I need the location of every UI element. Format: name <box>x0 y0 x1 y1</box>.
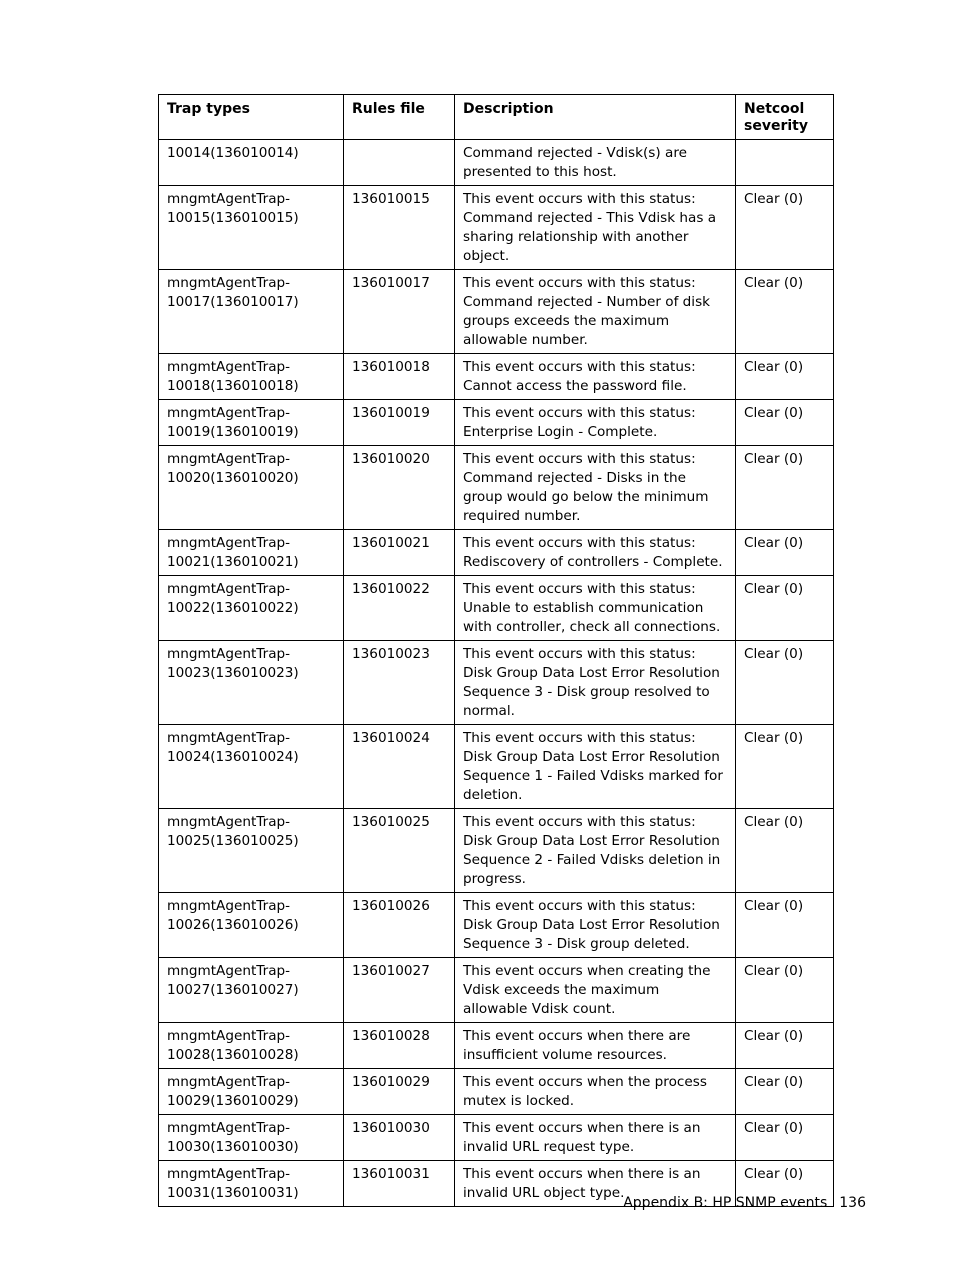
cell-description: This event occurs with this status: Disk Group Data Lost Error Resolution Sequence 3 - Disk group deleted. <box>455 893 736 958</box>
table-row <box>159 186 834 270</box>
cell-netcool-severity: Clear (0) <box>736 576 834 641</box>
cell-rules-file: 136010030 <box>344 1115 455 1161</box>
cell-rules-file: 136010031 <box>344 1161 455 1207</box>
table-row <box>159 958 834 1023</box>
table-row <box>159 140 834 186</box>
cell-rules-file <box>344 140 455 186</box>
cell-trap-type: mngmtAgentTrap-10017(136010017) <box>159 270 344 354</box>
table-row <box>159 576 834 641</box>
cell-rules-file: 136010017 <box>344 270 455 354</box>
cell-netcool-severity: Clear (0) <box>736 641 834 725</box>
cell-netcool-severity: Clear (0) <box>736 1115 834 1161</box>
cell-trap-type: mngmtAgentTrap-10029(136010029) <box>159 1069 344 1115</box>
cell-netcool-severity <box>736 140 834 186</box>
cell-netcool-severity: Clear (0) <box>736 725 834 809</box>
footer-section-title: Appendix B: HP SNMP events <box>623 1195 828 1211</box>
cell-netcool-severity: Clear (0) <box>736 1069 834 1115</box>
cell-description: Command rejected - Vdisk(s) are presented to this host. <box>455 140 736 186</box>
cell-description: This event occurs with this status: Command rejected - This Vdisk has a sharing relationship with another object. <box>455 186 736 270</box>
cell-description: This event occurs when creating the Vdisk exceeds the maximum allowable Vdisk count. <box>455 958 736 1023</box>
cell-description: This event occurs with this status: Rediscovery of controllers - Complete. <box>455 530 736 576</box>
cell-description: This event occurs when there is an invalid URL request type. <box>455 1115 736 1161</box>
cell-netcool-severity: Clear (0) <box>736 893 834 958</box>
cell-trap-type: 10014(136010014) <box>159 140 344 186</box>
table-row <box>159 1115 834 1161</box>
cell-description: This event occurs with this status: Disk Group Data Lost Error Resolution Sequence 3 - Disk group resolved to normal. <box>455 641 736 725</box>
cell-netcool-severity: Clear (0) <box>736 354 834 400</box>
cell-trap-type: mngmtAgentTrap-10022(136010022) <box>159 576 344 641</box>
table-row <box>159 400 834 446</box>
cell-rules-file: 136010018 <box>344 354 455 400</box>
cell-rules-file: 136010029 <box>344 1069 455 1115</box>
table-body <box>159 140 834 1207</box>
cell-description: This event occurs with this status: Disk Group Data Lost Error Resolution Sequence 2 - Failed Vdisks deletion in progress. <box>455 809 736 893</box>
cell-trap-type: mngmtAgentTrap-10018(136010018) <box>159 354 344 400</box>
table-row <box>159 809 834 893</box>
cell-trap-type: mngmtAgentTrap-10030(136010030) <box>159 1115 344 1161</box>
cell-netcool-severity: Clear (0) <box>736 270 834 354</box>
table-row <box>159 641 834 725</box>
cell-trap-type: mngmtAgentTrap-10019(136010019) <box>159 400 344 446</box>
header-description: Description <box>455 95 736 140</box>
cell-netcool-severity: Clear (0) <box>736 1023 834 1069</box>
cell-description: This event occurs with this status: Cannot access the password file. <box>455 354 736 400</box>
cell-rules-file: 136010023 <box>344 641 455 725</box>
header-rules-file: Rules file <box>344 95 455 140</box>
cell-trap-type: mngmtAgentTrap-10021(136010021) <box>159 530 344 576</box>
page-number: 136 <box>839 1195 866 1211</box>
cell-rules-file: 136010025 <box>344 809 455 893</box>
cell-rules-file: 136010024 <box>344 725 455 809</box>
table-header-row <box>159 95 834 140</box>
cell-trap-type: mngmtAgentTrap-10020(136010020) <box>159 446 344 530</box>
cell-trap-type: mngmtAgentTrap-10024(136010024) <box>159 725 344 809</box>
table-row <box>159 446 834 530</box>
cell-netcool-severity: Clear (0) <box>736 958 834 1023</box>
cell-description: This event occurs when there is an invalid URL object type. <box>455 1161 736 1207</box>
cell-rules-file: 136010020 <box>344 446 455 530</box>
cell-netcool-severity: Clear (0) <box>736 530 834 576</box>
cell-rules-file: 136010022 <box>344 576 455 641</box>
cell-description: This event occurs when there are insufficient volume resources. <box>455 1023 736 1069</box>
table-row <box>159 725 834 809</box>
cell-netcool-severity: Clear (0) <box>736 186 834 270</box>
cell-description: This event occurs with this status: Unable to establish communication with controller, check all connections. <box>455 576 736 641</box>
cell-netcool-severity: Clear (0) <box>736 809 834 893</box>
cell-description: This event occurs with this status: Command rejected - Disks in the group would go below the minimum required number. <box>455 446 736 530</box>
table-row <box>159 354 834 400</box>
cell-description: This event occurs with this status: Enterprise Login - Complete. <box>455 400 736 446</box>
cell-trap-type: mngmtAgentTrap-10015(136010015) <box>159 186 344 270</box>
table-row <box>159 270 834 354</box>
table-row <box>159 893 834 958</box>
snmp-events-table <box>158 94 834 1207</box>
cell-trap-type: mngmtAgentTrap-10025(136010025) <box>159 809 344 893</box>
cell-description: This event occurs when the process mutex is locked. <box>455 1069 736 1115</box>
table-row <box>159 1069 834 1115</box>
cell-rules-file: 136010027 <box>344 958 455 1023</box>
cell-description: This event occurs with this status: Disk Group Data Lost Error Resolution Sequence 1 - Failed Vdisks marked for deletion. <box>455 725 736 809</box>
cell-rules-file: 136010015 <box>344 186 455 270</box>
page-footer <box>623 1195 866 1211</box>
cell-trap-type: mngmtAgentTrap-10028(136010028) <box>159 1023 344 1069</box>
cell-netcool-severity: Clear (0) <box>736 400 834 446</box>
cell-trap-type: mngmtAgentTrap-10027(136010027) <box>159 958 344 1023</box>
cell-netcool-severity: Clear (0) <box>736 1161 834 1207</box>
cell-netcool-severity: Clear (0) <box>736 446 834 530</box>
cell-rules-file: 136010019 <box>344 400 455 446</box>
snmp-events-table-container <box>158 94 833 1207</box>
cell-rules-file: 136010028 <box>344 1023 455 1069</box>
cell-trap-type: mngmtAgentTrap-10031(136010031) <box>159 1161 344 1207</box>
header-netcool-severity: Netcool severity <box>736 95 834 140</box>
header-trap-types: Trap types <box>159 95 344 140</box>
table-row <box>159 530 834 576</box>
cell-rules-file: 136010021 <box>344 530 455 576</box>
cell-trap-type: mngmtAgentTrap-10026(136010026) <box>159 893 344 958</box>
cell-rules-file: 136010026 <box>344 893 455 958</box>
cell-description: This event occurs with this status: Command rejected - Number of disk groups exceeds the maximum allowable number. <box>455 270 736 354</box>
table-row <box>159 1023 834 1069</box>
cell-trap-type: mngmtAgentTrap-10023(136010023) <box>159 641 344 725</box>
